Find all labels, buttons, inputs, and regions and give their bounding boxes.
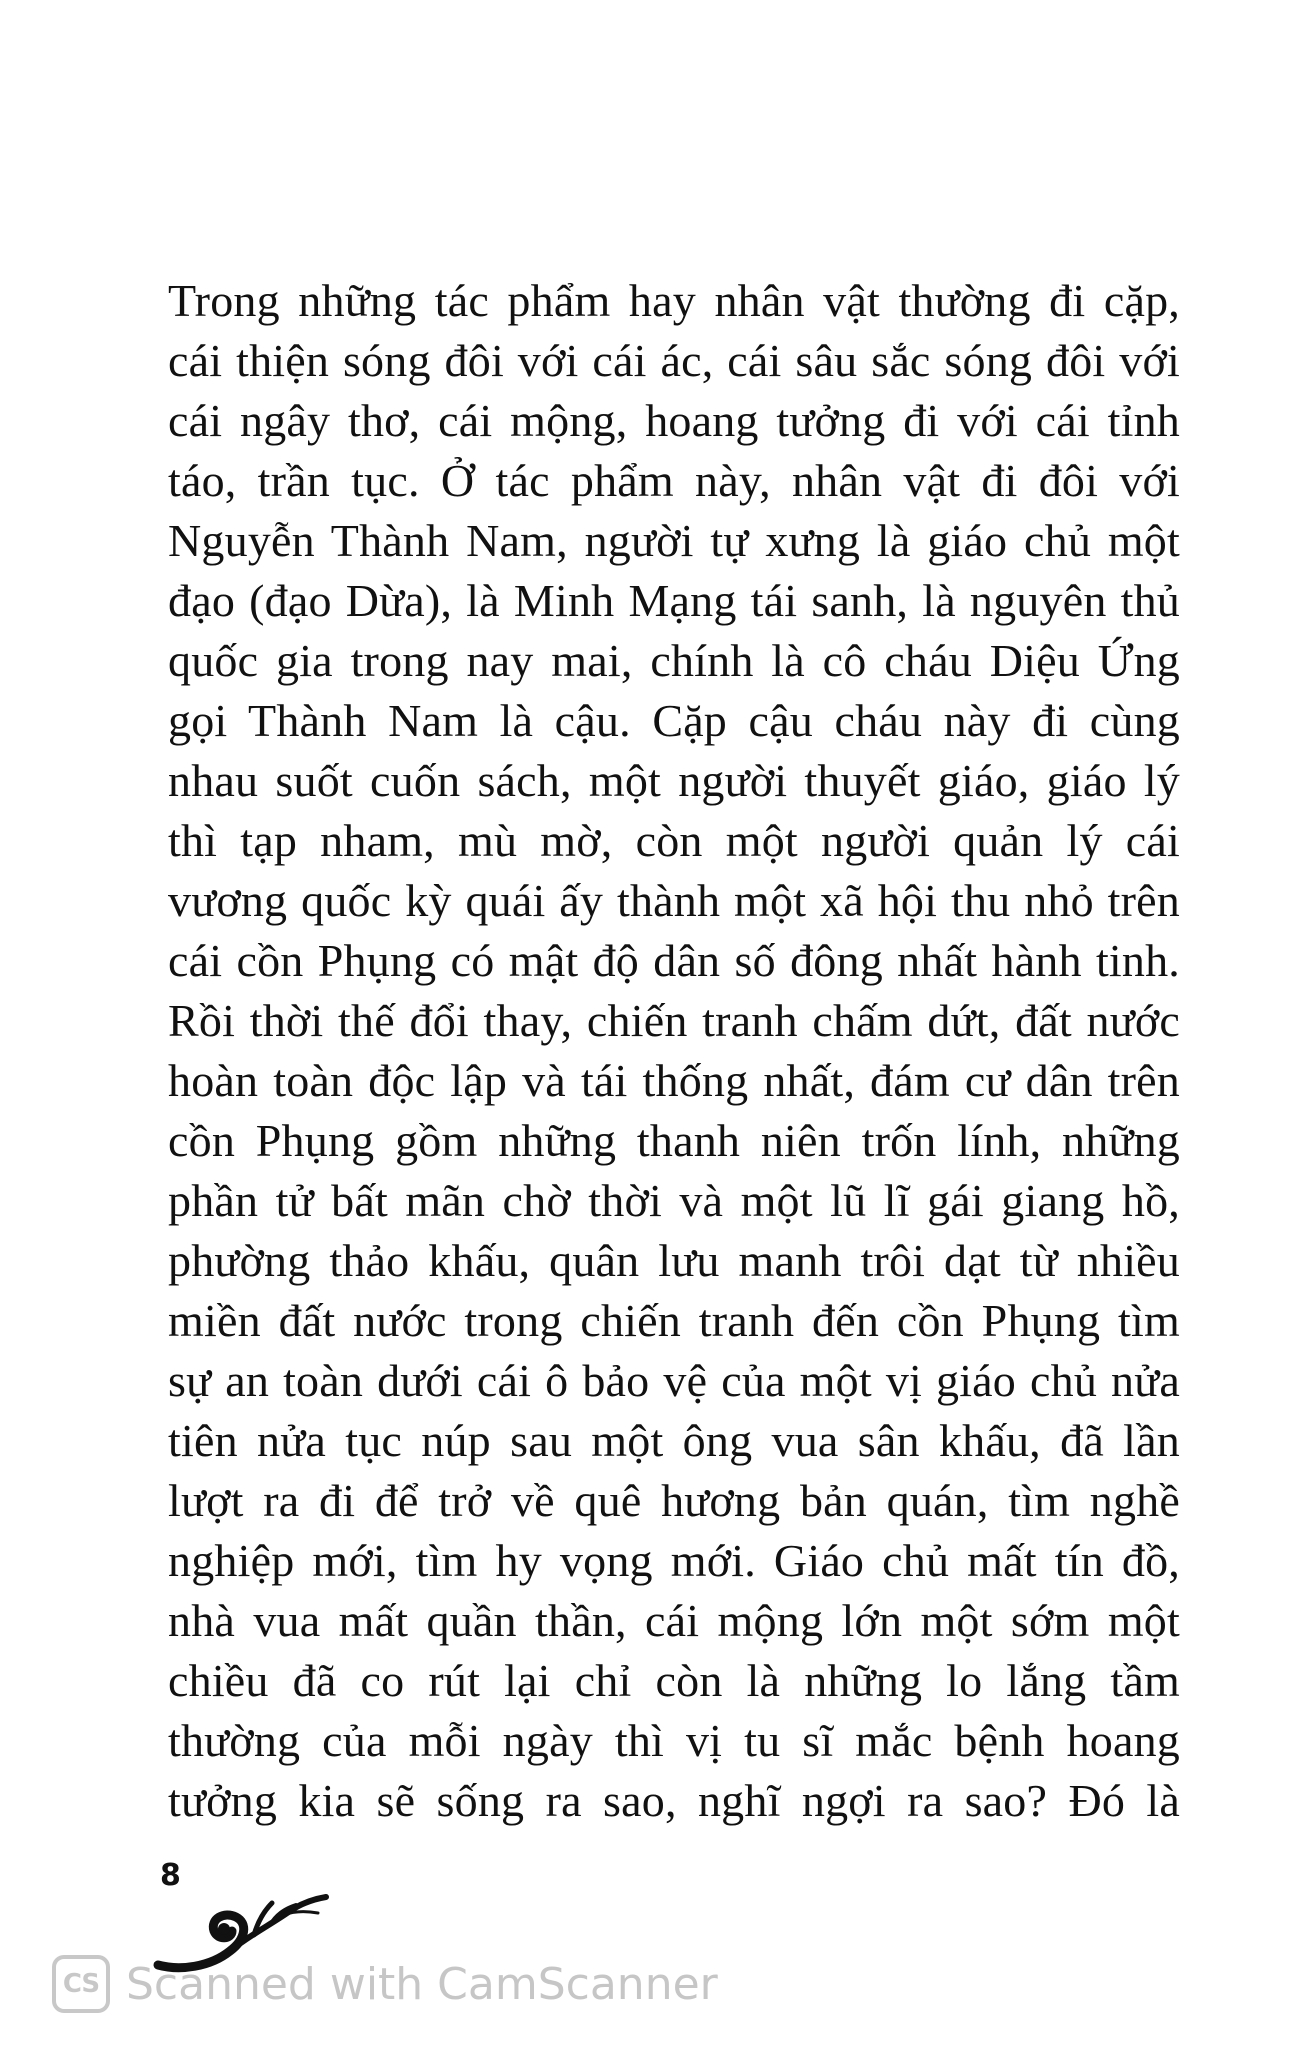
text-line: tưởng kia sẽ sống ra sao, nghĩ ngợi ra sao? Đó là	[168, 1775, 1180, 1826]
text-line: sự an toàn dưới cái ô bảo vệ của một vị giáo chủ nửa	[168, 1355, 1180, 1406]
text-line: lượt ra đi để trở về quê hương bản quán, tìm nghề	[168, 1475, 1180, 1526]
text-line: táo, trần tục. Ở tác phẩm này, nhân vật đi đôi với	[168, 455, 1180, 506]
text-line: Trong những tác phẩm hay nhân vật thường đi cặp,	[168, 275, 1180, 326]
text-line: Rồi thời thế đổi thay, chiến tranh chấm dứt, đất nước	[168, 995, 1180, 1046]
text-line: cái thiện sóng đôi với cái ác, cái sâu sắc sóng đôi với	[168, 335, 1180, 386]
camscanner-logo-icon: CS	[52, 1955, 110, 2013]
text-line: gọi Thành Nam là cậu. Cặp cậu cháu này đi cùng	[168, 695, 1180, 746]
text-line: nhau suốt cuốn sách, một người thuyết giáo, giáo lý	[168, 755, 1180, 806]
text-line: quốc gia trong nay mai, chính là cô cháu Diệu Ứng	[168, 635, 1180, 686]
text-line: nhà vua mất quần thần, cái mộng lớn một sớm một	[168, 1595, 1180, 1646]
text-line: phường thảo khấu, quân lưu manh trôi dạt từ nhiều	[168, 1235, 1180, 1286]
text-line: Nguyễn Thành Nam, người tự xưng là giáo chủ một	[168, 515, 1180, 566]
text-line: chiều đã co rút lại chỉ còn là những lo lắng tầm	[168, 1655, 1180, 1706]
text-line: cồn Phụng gồm những thanh niên trốn lính, những	[168, 1115, 1180, 1166]
text-line: cái ngây thơ, cái mộng, hoang tưởng đi với cái tỉnh	[168, 395, 1180, 446]
text-line: tiên nửa tục núp sau một ông vua sân khấu, đã lần	[168, 1415, 1180, 1466]
text-line: thì tạp nham, mù mờ, còn một người quản lý cái	[168, 815, 1180, 866]
text-line: đạo (đạo Dừa), là Minh Mạng tái sanh, là nguyên thủ	[168, 575, 1180, 626]
camscanner-watermark	[52, 1952, 718, 2016]
text-line: hoàn toàn độc lập và tái thống nhất, đám cư dân trên	[168, 1055, 1180, 1106]
page-number: 8	[160, 1858, 181, 1893]
text-line: miền đất nước trong chiến tranh đến cồn Phụng tìm	[168, 1295, 1180, 1346]
text-line: phần tử bất mãn chờ thời và một lũ lĩ gái giang hồ,	[168, 1175, 1180, 1226]
text-line: thường của mỗi ngày thì vị tu sĩ mắc bệnh hoang	[168, 1715, 1180, 1766]
text-line: cái cồn Phụng có mật độ dân số đông nhất hành tinh.	[168, 935, 1180, 986]
text-line: nghiệp mới, tìm hy vọng mới. Giáo chủ mất tín đồ,	[168, 1535, 1180, 1586]
watermark-text: Scanned with CamScanner	[126, 1958, 718, 2010]
body-text	[168, 271, 1180, 1831]
text-line: vương quốc kỳ quái ấy thành một xã hội thu nhỏ trên	[168, 875, 1180, 926]
